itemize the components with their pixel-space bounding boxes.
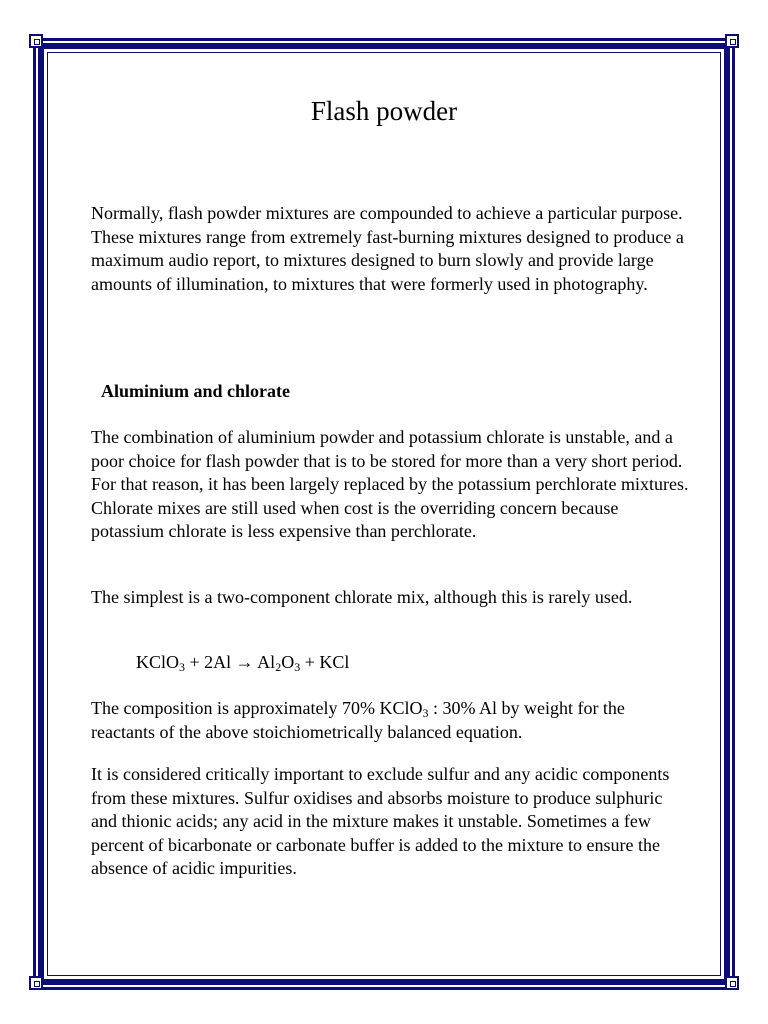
equation-subscript: 3 bbox=[294, 660, 301, 674]
equation-subscript: 2 bbox=[275, 660, 282, 674]
equation-part: + 2Al → Al bbox=[185, 652, 276, 672]
composition-subscript: 3 bbox=[422, 706, 429, 720]
equation-part: O bbox=[281, 652, 295, 672]
border-corner-ornament bbox=[29, 976, 43, 990]
chemical-equation bbox=[136, 650, 349, 674]
paragraph-composition bbox=[91, 697, 691, 744]
paragraph-sulfur-warning: It is considered critically important to exclude sulfur and any acidic components from these mixtures. Sulfur oxidises and absorbs moisture to produce sulphuric and thionic acids; any acid in the mixture makes it unstable. Sometimes a few percent of bicarbonate or carbonate buffer is added to the mixture to ensure the absence of acidic impurities. bbox=[91, 764, 670, 878]
equation-part: KClO bbox=[136, 652, 180, 672]
composition-text: : 30% Al by weight for the reactants of the above stoichiometrically balanced equation. bbox=[91, 698, 625, 742]
border-corner-ornament bbox=[725, 34, 739, 48]
border-corner-ornament bbox=[29, 34, 43, 48]
border-corner-ornament bbox=[725, 976, 739, 990]
equation-subscript: 3 bbox=[179, 660, 186, 674]
equation-part: + KCl bbox=[300, 652, 350, 672]
section-heading: Aluminium and chlorate bbox=[101, 381, 291, 401]
page-title: Flash powder bbox=[310, 96, 458, 126]
paragraph-aluminium-chlorate: The combination of aluminium powder and potassium chlorate is unstable, and a poor choice for flash powder that is to be stored for more than a very short period. For that reason, it has been largely replaced by the potassium perchlorate mixtures. Chlorate mixes are still used when cost is the overriding concern because potassium chlorate is less expensive than perchlorate. bbox=[91, 427, 689, 541]
intro-paragraph: Normally, flash powder mixtures are compounded to achieve a particular purpose. These mixtures range from extremely fast-burning mixtures designed to produce a maximum audio report, to mixtures designed to burn slowly and provide large amounts of illumination, to mixtures that were formerly used in photography. bbox=[91, 203, 684, 294]
composition-text: The composition is approximately 70% KClO bbox=[91, 698, 423, 718]
paragraph-simplest-mix: The simplest is a two-component chlorate mix, although this is rarely used. bbox=[91, 587, 633, 607]
